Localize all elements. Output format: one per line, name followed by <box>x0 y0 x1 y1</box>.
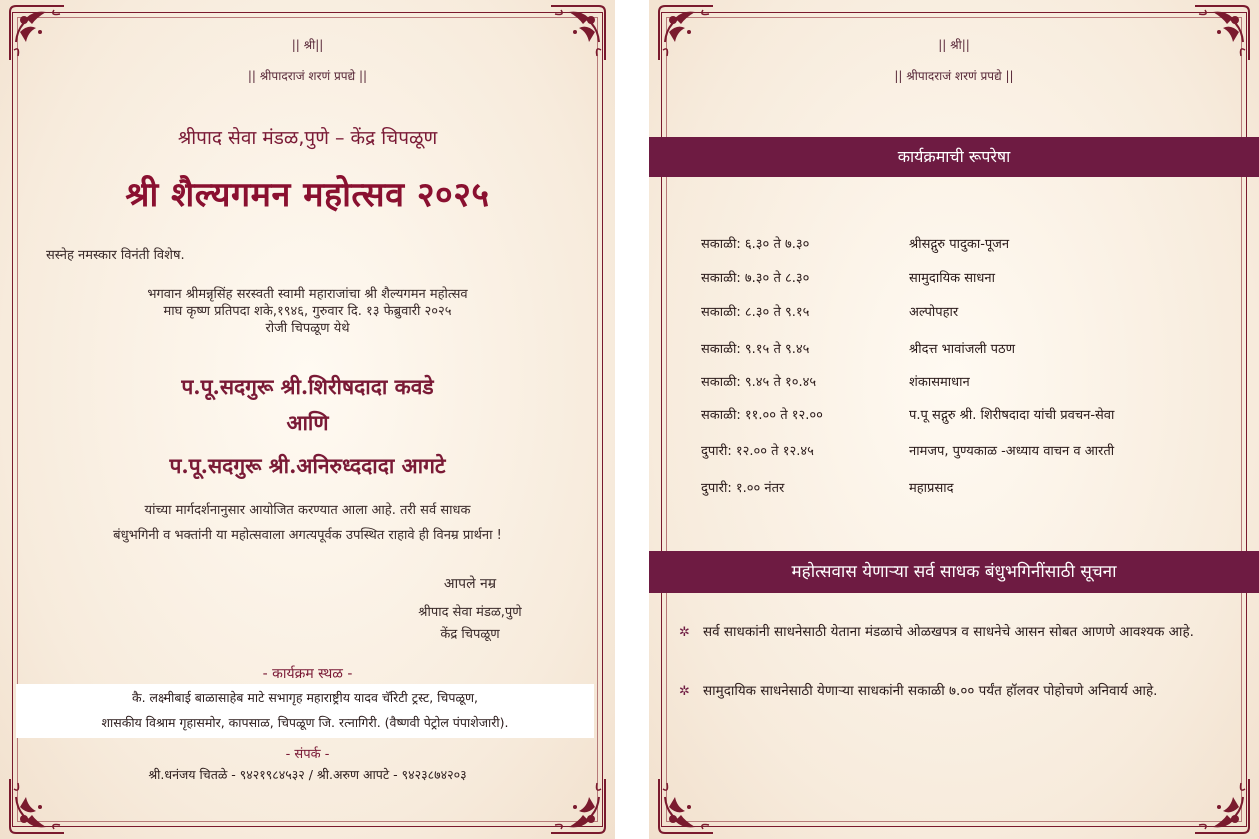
schedule-row <box>649 302 1259 326</box>
schedule-row <box>649 234 1259 258</box>
asterisk-icon: ✲ <box>679 625 690 640</box>
schedule-time: सकाळी: ९.४५ ते १०.४५ <box>701 375 817 390</box>
notice-text: सामुदायिक साधनेसाठी येणाऱ्या साधकांनी सकाळी ७.०० पर्यंत हॉलवर पोहोचणे अनिवार्य आहे. <box>703 683 1158 699</box>
guru-name-2: प.पू.सदगुरू श्री.अनिरुध्ददादा आगटे <box>169 453 446 478</box>
intro-line: भगवान श्रीमन्नृसिंह सरस्वती स्वामी महाराजांचा श्री शैल्यगमन महोत्सव <box>147 287 468 302</box>
corner-ornament-icon <box>547 775 609 837</box>
invocation-mantra: || श्रीपादराजं शरणं प्रपद्ये || <box>894 69 1014 83</box>
corner-ornament-icon <box>655 2 717 64</box>
schedule-activity: सामुदायिक साधना <box>909 271 995 286</box>
schedule-activity: श्रीदत्त भावांजली पठण <box>909 342 1015 357</box>
schedule-row <box>649 372 1259 396</box>
page-title: श्री शैल्यगमन महोत्सव २०२५ <box>125 175 490 215</box>
venue-line: शासकीय विश्राम गृहासमोर, कापसाळ, चिपळूण जि. रत्नागिरी. (वैष्णवी पेट्रोल पंपाशेजारी). <box>101 715 509 730</box>
card-gap <box>615 0 649 839</box>
greeting-text: सस्नेह नमस्कार विनंती विशेष. <box>46 248 185 263</box>
invitation-paragraph <box>0 498 615 548</box>
schedule-time: सकाळी: ९.१५ ते ९.४५ <box>701 342 810 357</box>
corner-ornament-icon <box>1191 775 1253 837</box>
notice-item <box>679 618 1219 647</box>
schedule-activity: श्रीसद्गुरु पादुका-पूजन <box>909 237 1010 252</box>
corner-ornament-icon <box>1191 2 1253 64</box>
corner-ornament-icon <box>6 2 68 64</box>
notice-heading: महोत्सवास येणाऱ्या सर्व साधक बंधुभगिनींसाठी सूचना <box>649 551 1259 593</box>
venue-heading: - कार्यक्रम स्थळ - <box>262 666 353 682</box>
notice-text: सर्व साधकांनी साधनेसाठी येताना मंडळाचे ओळखपत्र व साधनेचे आसन सोबत आणणे आवश्यक आहे. <box>703 624 1194 640</box>
invocation-shri: || श्री|| <box>938 38 970 52</box>
intro-line: माघ कृष्ण प्रतिपदा शके,१९४६, गुरुवार दि. १३ फेब्रुवारी २०२५ <box>163 304 452 319</box>
schedule-row <box>649 339 1259 363</box>
signature-salutation: आपले नम्र <box>443 576 497 592</box>
invocation-shri: || श्री|| <box>291 38 324 52</box>
asterisk-icon: ✲ <box>679 684 690 699</box>
corner-ornament-icon <box>6 775 68 837</box>
schedule-time: दुपारी: १२.०० ते १२.४५ <box>701 444 814 459</box>
conjunction-text: आणि <box>286 410 329 435</box>
schedule-time: सकाळी: ६.३० ते ७.३० <box>701 237 810 252</box>
venue-line: कै. लक्ष्मीबाई बाळासाहेब माटे सभागृह महाराष्ट्रीय यादव चॅरिटी ट्रस्ट, चिपळूण, <box>132 690 478 705</box>
guru-name-1: प.पू.सदगुरू श्री.शिरीषदादा कवडे <box>181 374 434 399</box>
schedule-row <box>649 405 1259 429</box>
signature-center: केंद्र चिपळूण <box>440 627 500 642</box>
organization-name: श्रीपाद सेवा मंडळ,पुणे – केंद्र चिपळूण <box>177 127 438 149</box>
schedule-heading: कार्यक्रमाची रूपरेषा <box>649 137 1259 177</box>
schedule-row <box>649 441 1259 465</box>
corner-ornament-icon <box>655 775 717 837</box>
notice-item <box>679 677 1219 706</box>
schedule-row <box>649 268 1259 292</box>
invitation-card-front <box>0 0 615 839</box>
paragraph-line: बंधुभगिनी व भक्तांनी या महोत्सवाला अगत्यपूर्वक उपस्थित राहावे ही विनम्र प्रार्थना ! <box>113 528 502 543</box>
schedule-activity: प.पू सद्गुरु श्री. शिरीषदादा यांची प्रवचन-सेवा <box>909 408 1115 423</box>
intro-text <box>0 286 615 337</box>
schedule-time: सकाळी: ११.०० ते १२.०० <box>701 408 823 423</box>
schedule-activity: महाप्रसाद <box>909 481 954 496</box>
paragraph-line: यांच्या मार्गदर्शनानुसार आयोजित करण्यात आला आहे. तरी सर्व साधक <box>144 503 471 518</box>
schedule-activity: अल्पोपहार <box>909 305 959 320</box>
schedule-activity: शंकासमाधान <box>909 375 970 390</box>
venue-box <box>16 684 594 738</box>
schedule-row <box>649 478 1259 502</box>
contact-numbers: श्री.धनंजय चितळे - ९४२१९८४५३२ / श्री.अरुण आपटे - ९४२३८७४२०३ <box>148 767 467 782</box>
contact-heading: - संपर्क - <box>285 747 330 762</box>
schedule-time: सकाळी: ७.३० ते ८.३० <box>701 271 810 286</box>
schedule-activity: नामजप, पुण्यकाळ -अध्याय वाचन व आरती <box>909 444 1115 459</box>
signature-org: श्रीपाद सेवा मंडळ,पुणे <box>418 605 522 620</box>
invitation-card-back <box>649 0 1259 839</box>
invocation-mantra: || श्रीपादराजं शरणं प्रपद्ये || <box>247 69 368 83</box>
schedule-time: सकाळी: ८.३० ते ९.१५ <box>701 305 810 320</box>
corner-ornament-icon <box>547 2 609 64</box>
schedule-time: दुपारी: १.०० नंतर <box>701 481 785 496</box>
intro-line: रोजी चिपळूण येथे <box>265 321 350 336</box>
